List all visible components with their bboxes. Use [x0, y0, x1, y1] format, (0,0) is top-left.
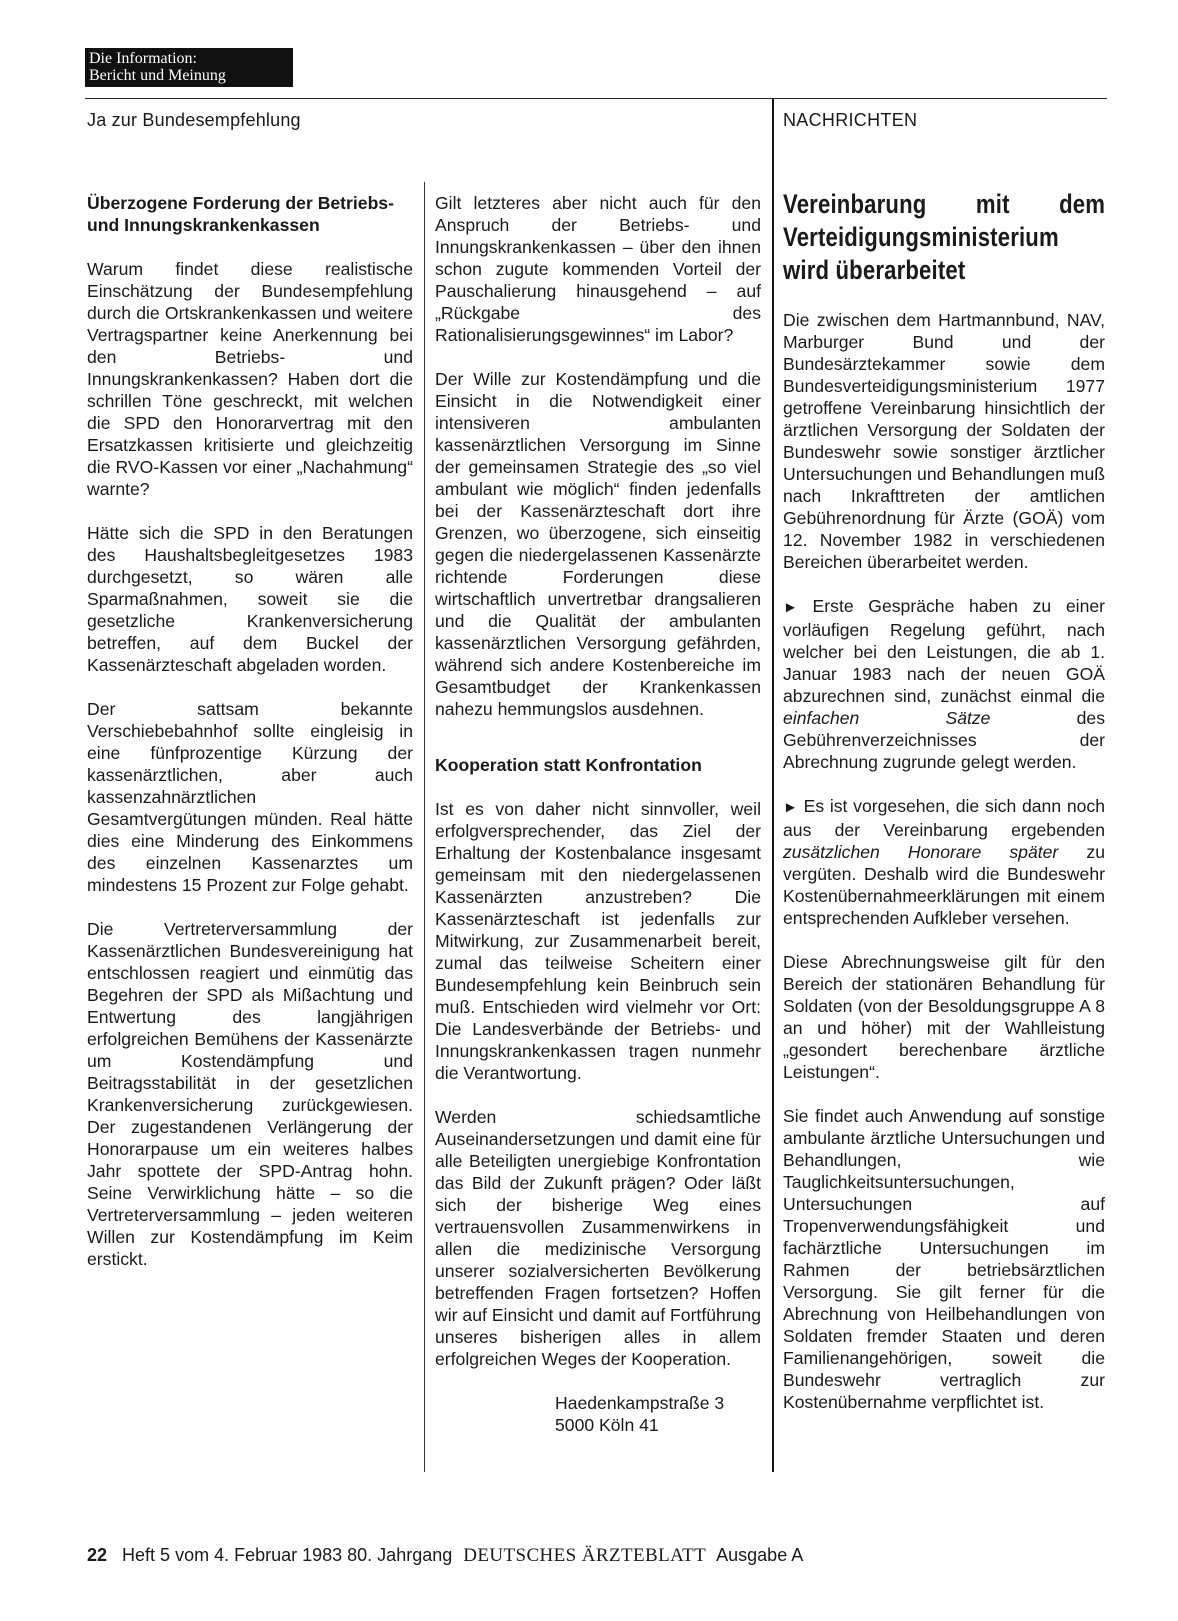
paragraph: Die Vertreterversammlung der Kassenärztlichen Bundesvereinigung hat entschlossen reagiert und einmütig das Begehren der SPD als Mißachtung und Entwertung des langjährigen erfolgreichen Bemühens der Kassenärzte um Kostendämpfung und Beitragsstabilität in der gesetzlichen Krankenversicherung zurückgewiesen. Der zugestandenen Verlängerung der Honorarpause um ein weiteres halbes Jahr spottete der SPD-Antrag hohn. Seine Verwirklichung hätte – so die Vertreterversammlung – jeden weiteren Willen zur Kostendämpfung im Keim erstickt.	[87, 919, 413, 1269]
subheading-kooperation: Kooperation statt Konfrontation	[435, 755, 702, 775]
paragraph: Sie findet auch Anwendung auf sonstige ambulante ärztliche Untersuchungen und Behandlungen, wie Tauglichkeitsuntersuchungen, Untersuchungen auf Tropenverwendungsfähigkeit und fachärztliche Untersuchungen im Rahmen der betriebsärztlichen Versorgung. Sie gilt ferner für die Abrechnung von Heilbehandlungen von Soldaten fremder Staaten und deren Familienangehörigen, soweit die Bundeswehr vertraglich zur Kostenübernahme verpflichtet ist.	[783, 1106, 1105, 1412]
journal-title: DEUTSCHES ÄRZTEBLATT	[463, 1545, 707, 1566]
masthead-box	[85, 48, 293, 87]
emphasis-text: einfachen Sätze	[783, 708, 991, 728]
top-rule	[85, 98, 1107, 99]
news-headline: Vereinbarung mit dem Verteidigungsministerium wird überarbeitet	[783, 189, 1106, 285]
paragraph: Ist es von daher nicht sinnvoller, weil erfolgversprechender, das Ziel der Erhaltung der Kostenbalance insgesamt gemeinsam mit den niedergelassenen Kassenärzten anzustreben? Die Kassenärzteschaft ist jedenfalls zur Mitwirkung, zur Zusammenarbeit bereit, zumal das teilweise Scheitern einer Bundesempfehlung kein Beinbruch sein muß. Entschieden wird vielmehr vor Ort: Die Landesverbände der Betriebs- und Innungskrankenkassen tragen nunmehr die Verantwortung.	[435, 799, 761, 1083]
column-divider-left	[424, 182, 425, 1472]
masthead-line-1: Die Information:	[89, 50, 197, 67]
issue-info: Heft 5 vom 4. Februar 1983 80. Jahrgang	[122, 1545, 453, 1565]
paragraph: Die zwischen dem Hartmannbund, NAV, Marburger Bund und der Bundesärztekammer sowie dem Bundesverteidigungsministerium 1977 getroffene Vereinbarung hinsichtlich der ärztlichen Versorgung der Soldaten der Bundeswehr sowie sonstiger ärztlicher Untersuchungen und Behandlungen muß nach Inkrafttreten der amtlichen Gebührenordnung für Ärzte (GOÄ) vom 12. November 1982 in verschiedenen Bereichen überarbeitet werden.	[783, 310, 1105, 572]
page-number: 22	[87, 1545, 108, 1565]
subheading-ueberzogene-forderung: Überzogene Forderung der Betriebs- und Innungskrankenkassen	[87, 193, 394, 235]
section-label-right: NACHRICHTEN	[783, 110, 918, 130]
address-city: 5000 Köln 41	[555, 1415, 659, 1435]
news-column	[783, 188, 1105, 1435]
author-address	[555, 1392, 761, 1436]
masthead-line-2: Bericht und Meinung	[89, 67, 226, 84]
paragraph: Hätte sich die SPD in den Beratungen des Haushaltsbegleitgesetzes 1983 durchgesetzt, so wären alle Sparmaßnahmen, soweit sie die gesetzliche Krankenversicherung betreffen, auf dem Buckel der Kassenärzteschaft abgeladen worden.	[87, 523, 413, 675]
paragraph: Der sattsam bekannte Verschiebebahnhof sollte eingleisig in eine fünfprozentige Kürzung der kassenärztlichen, aber auch kassenzahnärztlichen Gesamtvergütungen münden. Real hätte dies eine Minderung des Einkommens des einzelnen Kassenarztes um mindestens 15 Prozent zur Folge gehabt.	[87, 699, 413, 895]
paragraph: Warum findet diese realistische Einschätzung der Bundesempfehlung durch die Ortskrankenkassen und weitere Vertragspartner keine Anerkennung bei den Betriebs- und Innungskrankenkassen? Haben dort die schrillen Töne geschreckt, mit welchen die SPD den Honorarvertrag mit den Ersatzkassen kritisierte und gleichzeitig die RVO-Kassen vor einer „Nachahmung“ warnte?	[87, 259, 413, 499]
bullet-triangle-icon: ►	[783, 599, 798, 616]
paragraph: Der Wille zur Kostendämpfung und die Einsicht in die Notwendigkeit einer intensiveren ambulanten kassenärztlichen Versorgung im Sinne der gemeinsamen Strategie des „so viel ambulant wie möglich“ finden jedenfalls bei der Kassenärzteschaft dort ihre Grenzen, wo überzogene, sich einseitig gegen die niedergelassenen Kassenärzte richtende Forderungen diese wirtschaftlich unvertretbar drangsalieren und die Qualität der ambulanten kassenärztlichen Versorgung gefährden, während sich andere Kostenbereiche im Gesamtbudget der Krankenkassen nahezu hemmungslos ausdehnen.	[435, 369, 761, 719]
paragraph: Gilt letzteres aber nicht auch für den Anspruch der Betriebs- und Innungskrankenkassen – über den ihnen schon zugute kommenden Vorteil der Pauschalierung hinausgehend – auf „Rückgabe des Rationalisierungsgewinnes“ im Labor?	[435, 193, 761, 345]
bullet-triangle-icon: ►	[783, 799, 798, 816]
page-footer	[87, 1545, 803, 1567]
address-street: Haedenkampstraße 3	[555, 1393, 725, 1413]
article-column-2	[435, 192, 761, 1436]
article-column-1	[87, 192, 413, 1292]
emphasis-text: zusätzlichen Honorare später	[783, 842, 1059, 862]
bullet-paragraph: ► Es ist vorgesehen, die sich dann noch aus der Vereinbarung ergebenden zusätzlichen Honorare später zu vergüten. Deshalb wird die Bundeswehr Kostenübernahmeerklärungen mit einem entsprechenden Aufkleber versehen.	[783, 796, 1105, 928]
edition-label: Ausgabe A	[716, 1545, 804, 1565]
paragraph: Werden schiedsamtliche Auseinandersetzungen und damit eine für alle Beteiligten unergiebige Konfrontation das Bild der Zukunft prägen? Oder läßt sich der bisherige Weg eines vertrauensvollen Zusammenwirkens in allen die medizinische Versorgung unserer sozialversicherten Bevölkerung betreffenden Fragen fortsetzen? Hoffen wir auf Einsicht und damit auf Fortführung unseres bisherigen alles in allem erfolgreichen Weges der Kooperation.	[435, 1107, 761, 1369]
paragraph: Diese Abrechnungsweise gilt für den Bereich der stationären Behandlung für Soldaten (von der Besoldungsgruppe A 8 an und höher) mit der Wahlleistung „gesondert berechenbare ärztliche Leistungen“.	[783, 952, 1105, 1082]
column-divider-right	[772, 98, 774, 1472]
section-label-left: Ja zur Bundesempfehlung	[87, 110, 301, 130]
bullet-paragraph: ► Erste Gespräche haben zu einer vorläufigen Regelung geführt, nach welcher bei den Leistungen, die ab 1. Januar 1983 nach der neuen GOÄ abzurechnen sind, zunächst einmal die einfachen Sätze des Gebührenverzeichnisses der Abrechnung zugrunde gelegt werden.	[783, 596, 1106, 772]
